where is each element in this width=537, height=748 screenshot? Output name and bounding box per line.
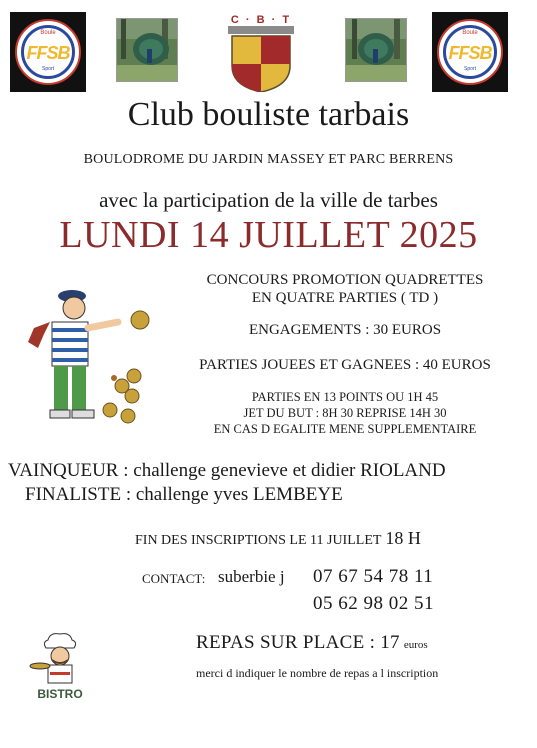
- rule-points: PARTIES EN 13 POINTS OU 1H 45: [251, 390, 439, 404]
- meal-line: [196, 632, 428, 654]
- club-title: Club bouliste tarbais: [127, 96, 410, 133]
- contact-phone1: 07 67 54 78 11: [313, 566, 434, 587]
- registration-deadline: [135, 528, 421, 549]
- peacock-photo-left: [116, 18, 178, 82]
- contact-name: suberbie j: [218, 567, 285, 586]
- rule-tiebreak: EN CAS D EGALITE MENE SUPPLEMENTAIRE: [213, 422, 477, 436]
- bistro-label: BISTRO: [37, 687, 83, 701]
- meal-note: merci d indiquer le nombre de repas a l inscription: [196, 666, 439, 680]
- deadline-hour: 18 H: [385, 528, 421, 548]
- engagement-fee: ENGAGEMENTS : 30 EUROS: [248, 322, 442, 338]
- petanque-player-illustration: [22, 282, 162, 442]
- competition-line2: EN QUATRE PARTIES ( TD ): [251, 290, 439, 306]
- winner-line: [8, 460, 446, 482]
- finalist-label: FINALISTE: [25, 484, 122, 505]
- venue-line: BOULODROME DU JARDIN MASSEY ET PARC BERRENS: [83, 152, 454, 167]
- finalist-line: [25, 484, 343, 506]
- winner-label: VAINQUEUR: [8, 460, 119, 481]
- meal-title: REPAS SUR PLACE : 17: [196, 632, 400, 653]
- contact-phone2: 05 62 98 02 51: [313, 593, 434, 614]
- finalist-text: : challenge yves LEMBEYE: [121, 484, 343, 505]
- bistro-logo: [28, 632, 92, 701]
- peacock-photo-right: [345, 18, 407, 82]
- winner-text: : challenge genevieve et didier RIOLAND: [118, 460, 446, 481]
- event-date: LUNDI 14 JUILLET 2025: [59, 214, 478, 256]
- ffsb-logo-left: Boule FFSB Sport: [10, 12, 86, 92]
- participation-line: avec la participation de la ville de tarbes: [99, 188, 438, 212]
- rule-schedule: JET DU BUT : 8H 30 REPRISE 14H 30: [243, 406, 447, 420]
- meal-unit: euros: [403, 639, 428, 651]
- contact-label: CONTACT:: [142, 571, 206, 586]
- competition-line1: CONCOURS PROMOTION QUADRETTES: [206, 272, 484, 288]
- prize-info: PARTIES JOUEES ET GAGNEES : 40 EUROS: [199, 357, 491, 373]
- deadline-text: FIN DES INSCRIPTIONS LE 11 JUILLET: [135, 533, 382, 548]
- club-crest: C · B · T: [222, 14, 300, 94]
- ffsb-logo-right: Boule FFSB Sport: [432, 12, 508, 92]
